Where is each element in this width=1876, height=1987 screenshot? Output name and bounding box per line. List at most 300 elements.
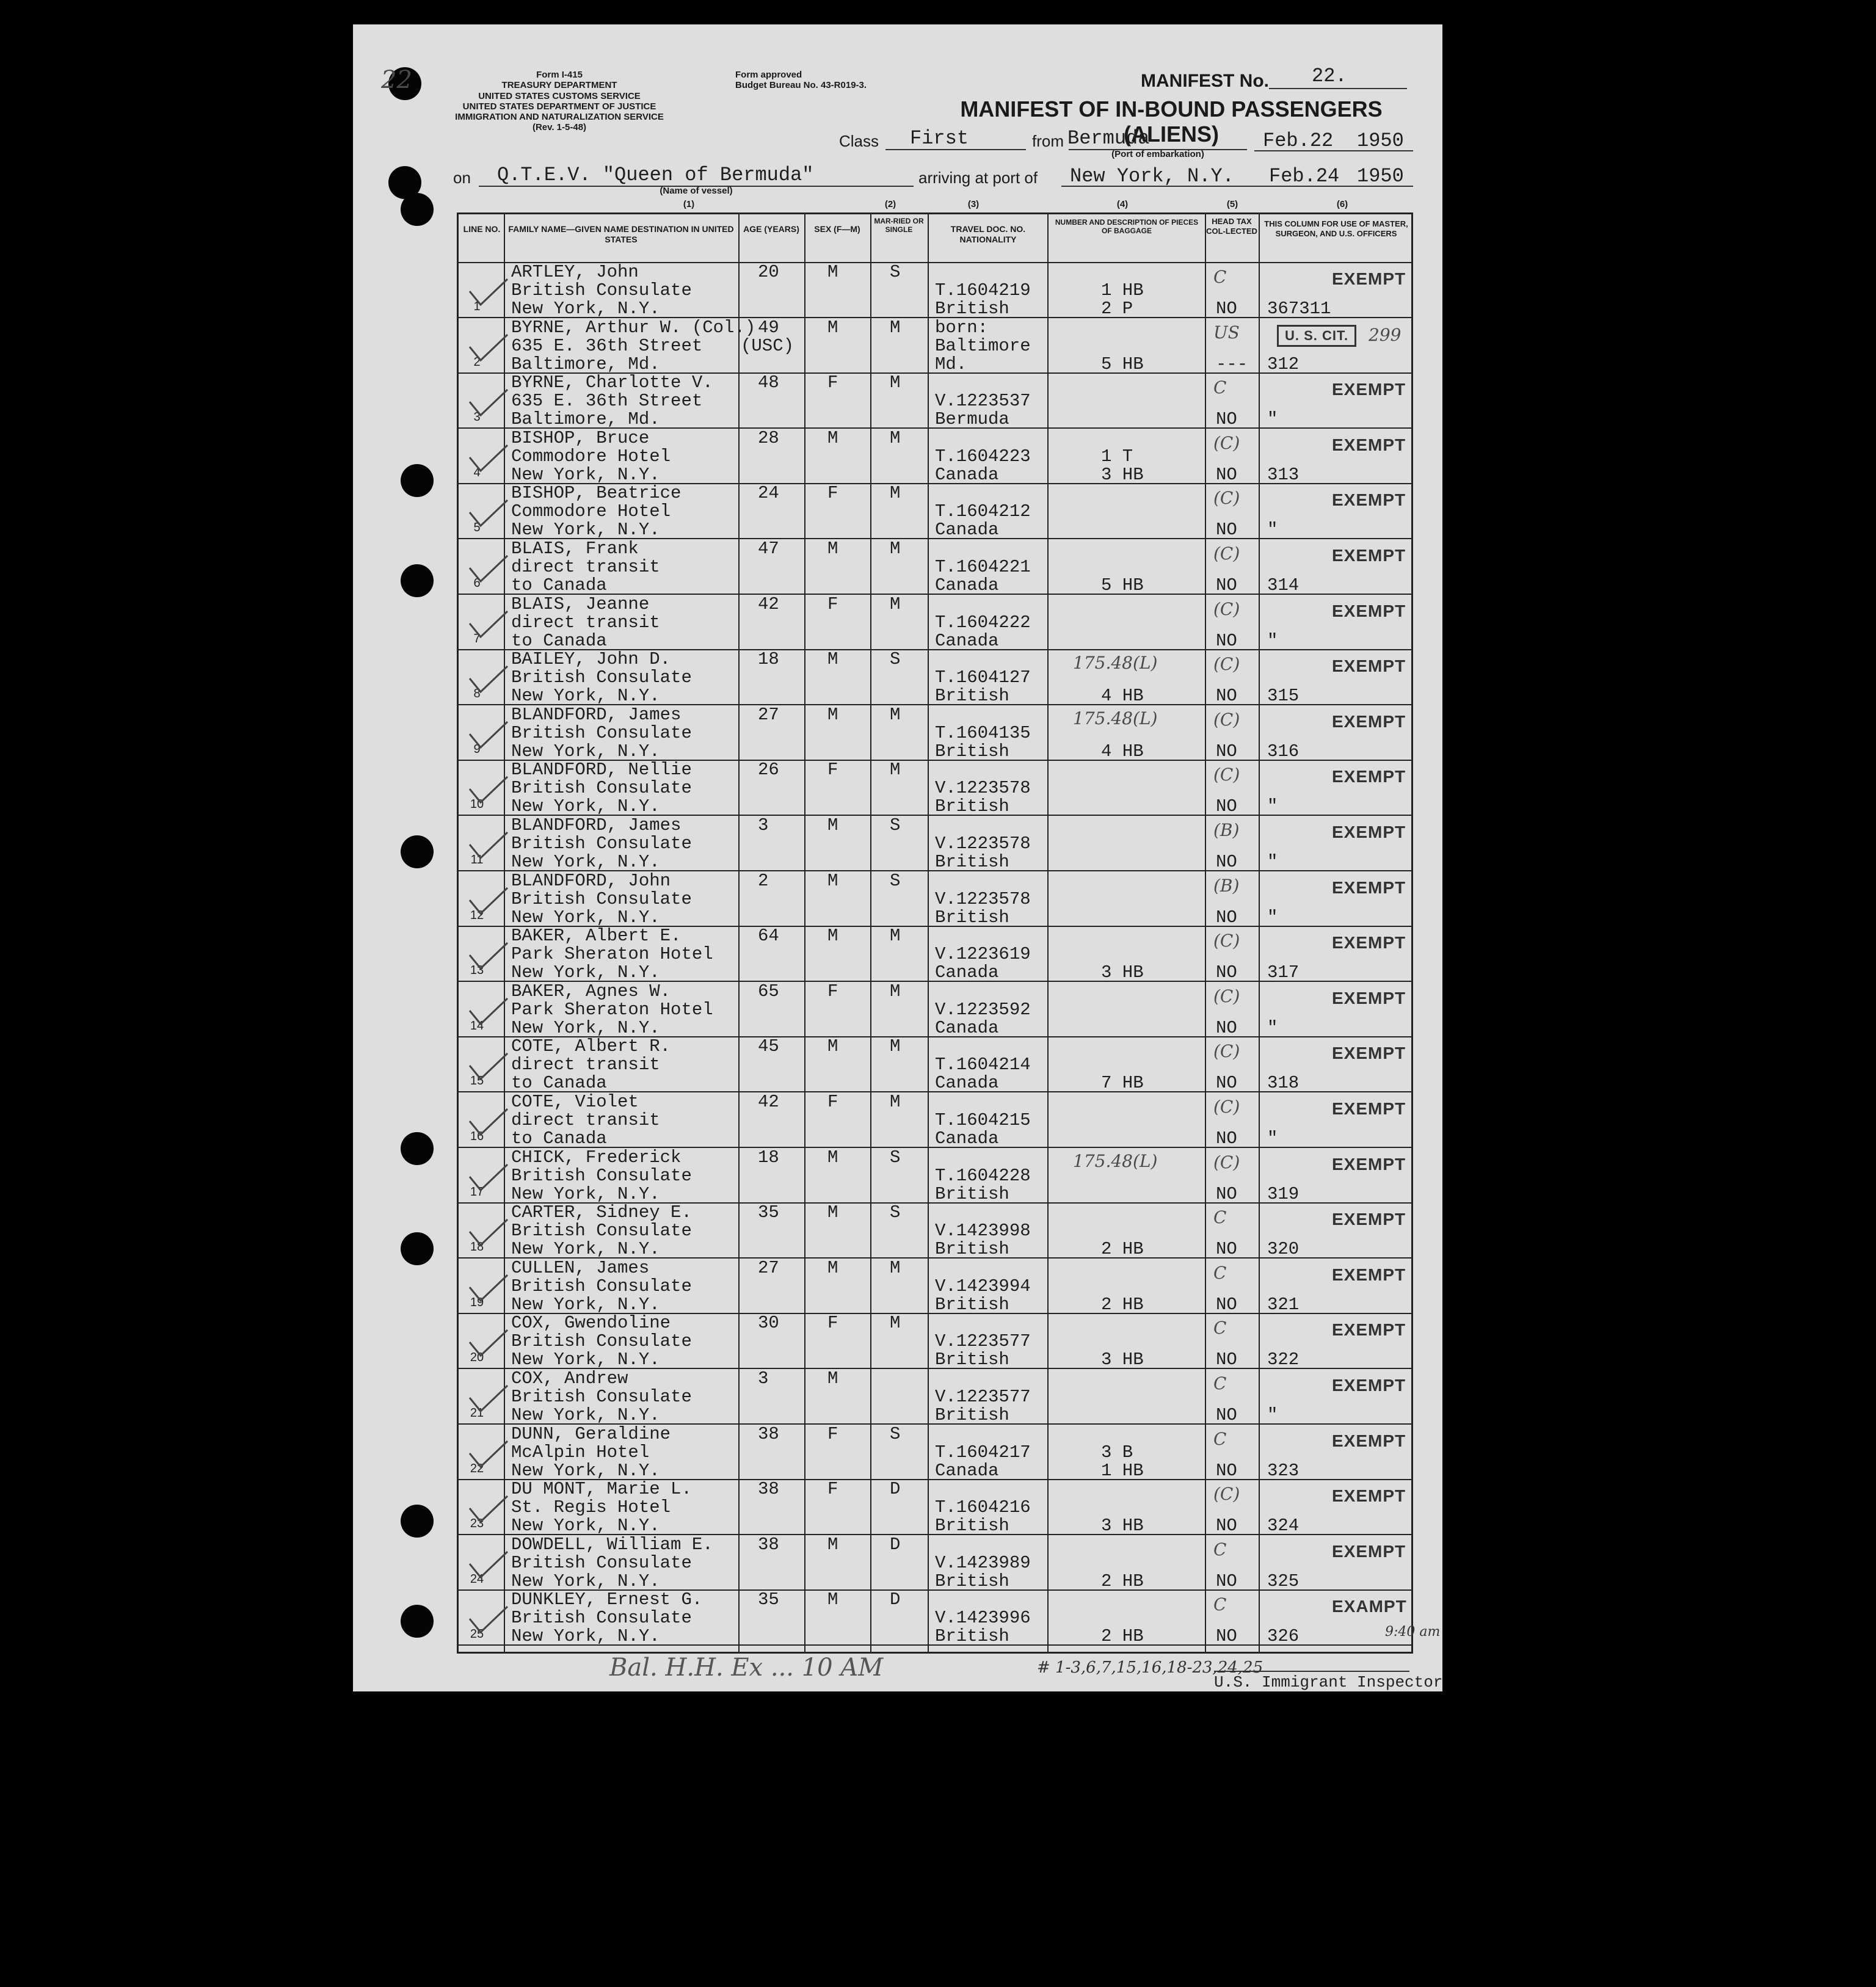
passenger-name: BLANDFORD, James [511, 815, 682, 835]
check-mark-icon [467, 1108, 510, 1138]
extra-number: 299 [1369, 324, 1402, 345]
col-num-4: (4) [1116, 199, 1129, 209]
punch-hole [401, 564, 434, 597]
age: 45 [758, 1036, 779, 1057]
age: 3 [758, 815, 769, 835]
head-tax-mark: C [1213, 1373, 1227, 1393]
sex: M [827, 1036, 838, 1057]
destination-line-1: direct transit [511, 1055, 660, 1075]
marital-status: M [890, 372, 901, 393]
head-tax-mark: (C) [1213, 543, 1240, 564]
age: 24 [758, 483, 779, 504]
treasury-dept: TREASURY DEPARTMENT [501, 80, 617, 91]
passenger-name: BLAIS, Jeanne [511, 594, 650, 614]
head-tax: NO [1216, 1294, 1237, 1315]
nationality: British [935, 1405, 1009, 1425]
head-tax: NO [1216, 796, 1237, 817]
line-number: 1 [473, 300, 481, 313]
line-number: 16 [470, 1130, 484, 1143]
officer-number: " [1267, 630, 1278, 651]
officer-number: 324 [1267, 1516, 1300, 1536]
marital-status: M [890, 1313, 901, 1334]
destination-line-2: New York, N.Y. [511, 520, 660, 540]
head-tax: NO [1216, 962, 1237, 983]
travel-doc-2: Baltimore [935, 335, 1031, 356]
arrival-port: New York, N.Y. [1070, 165, 1234, 187]
passenger-name: DUNN, Geraldine [511, 1423, 671, 1444]
destination-line-1: British Consulate [511, 1276, 692, 1296]
marital-status: D [890, 1479, 901, 1500]
officer-number: 322 [1267, 1349, 1300, 1370]
check-mark-icon [467, 665, 510, 696]
head-tax: NO [1216, 1626, 1237, 1647]
check-mark-icon [467, 721, 510, 751]
passenger-name: COTE, Violet [511, 1092, 639, 1112]
officer-number: " [1267, 852, 1278, 872]
exempt-stamp: EXEMPT [1332, 823, 1406, 841]
arriving-label: arriving at port of [918, 169, 1038, 187]
officer-number: " [1267, 520, 1278, 540]
officer-number: " [1267, 409, 1278, 430]
punch-hole [401, 464, 434, 497]
nationality: British [935, 741, 1009, 761]
baggage-2: 3 HB [1101, 962, 1144, 983]
destination-line-1: British Consulate [511, 280, 692, 300]
nationality: British [935, 1516, 1009, 1536]
head-tax-mark: C [1213, 1594, 1227, 1615]
age: 18 [758, 1147, 779, 1168]
exempt-stamp: EXEMPT [1332, 1044, 1406, 1063]
exempt-stamp: EXEMPT [1332, 380, 1406, 399]
check-mark-icon [467, 499, 510, 529]
officer-number: 316 [1267, 741, 1300, 761]
passenger-table [457, 213, 1413, 1654]
form-number: Form I-415 [536, 70, 583, 80]
nationality: Canada [935, 1128, 999, 1149]
head-tax-mark: (B) [1213, 820, 1240, 840]
table-row [459, 1149, 1411, 1204]
marital-status: M [890, 317, 901, 338]
table-row [459, 374, 1411, 429]
footer-handwriting: Bal. H.H. Ex ... 10 AM [609, 1654, 884, 1682]
age: 26 [758, 760, 779, 780]
head-tax-mark: (C) [1213, 488, 1240, 509]
travel-doc: T.1604223 [935, 446, 1031, 467]
line-number: 11 [470, 853, 484, 866]
table-row [459, 1480, 1411, 1535]
travel-doc: V.1423989 [935, 1552, 1031, 1573]
officer-number: 319 [1267, 1183, 1300, 1204]
destination-line-2: New York, N.Y. [511, 1183, 660, 1204]
destination-line-2: New York, N.Y. [511, 852, 660, 872]
age: 20 [758, 262, 779, 282]
age: 42 [758, 594, 779, 614]
form-approved: Form approved [735, 70, 802, 80]
head-tax: NO [1216, 1460, 1237, 1481]
officer-number: " [1267, 1128, 1278, 1149]
travel-doc: V.1223619 [935, 944, 1031, 965]
passenger-name: DU MONT, Marie L. [511, 1479, 692, 1500]
head-tax: NO [1216, 1516, 1237, 1536]
nationality: Canada [935, 1017, 999, 1038]
passenger-name: BAILEY, John D. [511, 649, 671, 670]
from-value: Bermuda [1067, 127, 1150, 150]
sex: F [827, 1423, 838, 1444]
table-row [459, 1259, 1411, 1314]
travel-doc: T.1604215 [935, 1110, 1031, 1130]
head-tax-mark: C [1213, 1539, 1227, 1560]
table-row [459, 595, 1411, 650]
sex: F [827, 981, 838, 1001]
line-number: 4 [473, 465, 481, 479]
destination-line-1: McAlpin Hotel [511, 1442, 650, 1462]
exempt-stamp: EXEMPT [1332, 988, 1406, 1008]
destination-line-1: British Consulate [511, 888, 692, 909]
destination-line-2: to Canada [511, 630, 607, 651]
budget-bureau: Budget Bureau No. 43-R019-3. [735, 80, 867, 91]
nationality: Canada [935, 464, 999, 485]
head-tax: NO [1216, 1073, 1237, 1094]
check-mark-icon [467, 554, 510, 585]
head-tax-mark: (C) [1213, 1097, 1240, 1117]
head-tax-mark: (C) [1213, 1152, 1240, 1172]
header-travel-doc: TRAVEL DOC. NO. NATIONALITY [950, 224, 1026, 244]
baggage-2: 1 HB [1101, 1460, 1144, 1481]
ins-service: IMMIGRATION AND NATURALIZATION SERVICE [455, 112, 664, 122]
sex: F [827, 483, 838, 504]
destination-line-2: New York, N.Y. [511, 464, 660, 485]
header-baggage: NUMBER AND DESCRIPTION OF PIECES OF BAGGAGE [1055, 218, 1199, 236]
sex: M [827, 1147, 838, 1168]
exempt-stamp: U. S. CIT. [1277, 325, 1356, 347]
baggage-2: 5 HB [1101, 354, 1144, 374]
check-mark-icon [467, 776, 510, 806]
line-number: 6 [473, 576, 481, 590]
age: 28 [758, 427, 779, 448]
justice-dept: UNITED STATES DEPARTMENT OF JUSTICE [462, 101, 656, 112]
age: 2 [758, 870, 769, 891]
destination-line-1: British Consulate [511, 1165, 692, 1186]
table-row [459, 540, 1411, 595]
travel-doc: T.1604216 [935, 1497, 1031, 1518]
line-number: 24 [470, 1572, 484, 1586]
head-tax-mark: (C) [1213, 765, 1240, 785]
destination-line-2: New York, N.Y. [511, 1626, 660, 1647]
nationality: British [935, 852, 1009, 872]
head-tax-mark: (C) [1213, 598, 1240, 619]
punch-hole [401, 193, 434, 226]
destination-line-1: Park Sheraton Hotel [511, 944, 713, 965]
nationality: British [935, 907, 1009, 928]
destination-line-2: New York, N.Y. [511, 1017, 660, 1038]
head-tax: NO [1216, 409, 1237, 430]
date-line [1254, 150, 1413, 151]
officer-number: " [1267, 1405, 1278, 1425]
destination-line-2: New York, N.Y. [511, 299, 660, 319]
destination-line-2: New York, N.Y. [511, 1571, 660, 1591]
marital-status: M [890, 1036, 901, 1057]
sex: M [827, 870, 838, 891]
travel-doc: V.1223577 [935, 1387, 1031, 1407]
nationality: British [935, 1183, 1009, 1204]
head-tax: NO [1216, 1571, 1237, 1591]
manifest-no: 22. [1312, 65, 1347, 87]
passenger-name: BLAIS, Frank [511, 539, 639, 559]
head-tax-mark: (C) [1213, 654, 1240, 675]
check-mark-icon [467, 444, 510, 474]
header-line-no: LINE NO. [463, 224, 501, 234]
header-married: MAR-RIED OR SINGLE [874, 217, 924, 234]
customs-service: UNITED STATES CUSTOMS SERVICE [478, 90, 641, 101]
baggage-1: 1 HB [1101, 280, 1144, 300]
arrival-year: 1950 [1357, 165, 1404, 187]
marital-status: M [890, 594, 901, 614]
marital-status: D [890, 1589, 901, 1610]
exempt-stamp: EXEMPT [1332, 1099, 1406, 1118]
head-tax: NO [1216, 1405, 1237, 1425]
line-number: 17 [470, 1185, 484, 1199]
sex: M [827, 262, 838, 282]
destination-line-2: New York, N.Y. [511, 962, 660, 983]
age: 49 [758, 317, 779, 338]
table-row [459, 1037, 1411, 1092]
marital-status: S [890, 1147, 901, 1168]
arrival-date: Feb.24 [1269, 165, 1340, 187]
revision-date: (Rev. 1-5-48) [532, 122, 587, 133]
destination-line-1: 635 E. 36th Street [511, 335, 703, 356]
nationality: Canada [935, 630, 999, 651]
destination-line-2: New York, N.Y. [511, 686, 660, 707]
passenger-name: ARTLEY, John [511, 262, 639, 282]
baggage-2: 7 HB [1101, 1073, 1144, 1094]
class-value: First [910, 127, 969, 150]
officer-number: 318 [1267, 1073, 1300, 1094]
head-tax-mark: C [1213, 1207, 1227, 1228]
head-tax: NO [1216, 299, 1237, 319]
baggage-2: 3 HB [1101, 464, 1144, 485]
marital-status: M [890, 1257, 901, 1278]
head-tax: NO [1216, 686, 1237, 707]
passenger-name: BLANDFORD, John [511, 870, 671, 891]
marital-status: S [890, 262, 901, 282]
table-row [459, 1425, 1411, 1480]
class-label: Class [839, 132, 879, 150]
manifest-title: MANIFEST OF IN-BOUND PASSENGERS (ALIENS) [960, 96, 1383, 147]
age: 3 [758, 1368, 769, 1389]
marital-status: M [890, 704, 901, 725]
table-row [459, 983, 1411, 1037]
depart-date: Feb.22 [1263, 129, 1334, 152]
baggage-2: 2 HB [1101, 1239, 1144, 1260]
head-tax-mark: (C) [1213, 709, 1240, 730]
marital-status: S [890, 815, 901, 835]
officer-number: 313 [1267, 464, 1300, 485]
destination-line-1: British Consulate [511, 1221, 692, 1241]
check-mark-icon [467, 1329, 510, 1359]
sex: F [827, 1092, 838, 1112]
manifest-no-label: MANIFEST No. [1141, 71, 1269, 91]
exempt-stamp: EXEMPT [1332, 269, 1406, 288]
destination-line-1: Commodore Hotel [511, 501, 671, 522]
destination-line-2: New York, N.Y. [511, 1405, 660, 1425]
sex: M [827, 1534, 838, 1555]
destination-line-2: New York, N.Y. [511, 1294, 660, 1315]
baggage-2: 2 HB [1101, 1294, 1144, 1315]
destination-line-1: Park Sheraton Hotel [511, 999, 713, 1020]
age: 38 [758, 1534, 779, 1555]
check-mark-icon [467, 1440, 510, 1470]
exempt-stamp: EXEMPT [1332, 1320, 1406, 1340]
head-tax-mark: C [1213, 1428, 1227, 1449]
punch-hole [401, 835, 434, 868]
travel-doc: T.1604212 [935, 501, 1031, 522]
nationality: British [935, 1294, 1009, 1315]
sex: F [827, 1313, 838, 1334]
head-tax-mark: C [1213, 377, 1227, 398]
baggage-2: 2 P [1101, 299, 1133, 319]
marital-status: M [890, 539, 901, 559]
port-note: (Port of embarkation) [1111, 149, 1204, 159]
line-number: 13 [470, 964, 484, 978]
baggage-2: 2 HB [1101, 1626, 1144, 1647]
age: 42 [758, 1092, 779, 1112]
officer-number: 315 [1267, 686, 1300, 707]
line-number: 2 [473, 355, 481, 369]
check-mark-icon [467, 1218, 510, 1249]
baggage-1: 3 B [1101, 1442, 1133, 1462]
head-tax-mark: (C) [1213, 986, 1240, 1006]
from-label: from [1032, 132, 1064, 150]
destination-line-1: British Consulate [511, 1608, 692, 1629]
passenger-name: COX, Andrew [511, 1368, 628, 1389]
head-tax: NO [1216, 1183, 1237, 1204]
table-row [459, 1204, 1411, 1259]
line-number: 7 [473, 631, 481, 645]
head-tax: NO [1216, 907, 1237, 928]
travel-doc: T.1604228 [935, 1165, 1031, 1186]
destination-line-1: direct transit [511, 1110, 660, 1130]
age: 38 [758, 1423, 779, 1444]
travel-doc: V.1423998 [935, 1221, 1031, 1241]
baggage-1: 175.48(L) [1073, 1150, 1158, 1171]
destination-line-2: Baltimore, Md. [511, 409, 660, 430]
check-mark-icon [467, 1495, 510, 1525]
destination-line-2: Baltimore, Md. [511, 354, 660, 374]
nationality: British [935, 1349, 1009, 1370]
officer-number: 367311 [1267, 299, 1331, 319]
baggage-2: 4 HB [1101, 686, 1144, 707]
destination-line-2: New York, N.Y. [511, 1516, 660, 1536]
baggage-2: 3 HB [1101, 1349, 1144, 1370]
check-mark-icon [467, 1605, 510, 1636]
check-mark-icon [467, 942, 510, 972]
baggage-1: 175.48(L) [1073, 708, 1158, 728]
marital-status: S [890, 870, 901, 891]
age: 27 [758, 1257, 779, 1278]
passenger-name: BLANDFORD, Nellie [511, 760, 692, 780]
destination-line-1: direct transit [511, 557, 660, 577]
nationality: Canada [935, 520, 999, 540]
check-mark-icon [467, 1163, 510, 1194]
check-mark-icon [467, 1550, 510, 1581]
age-note: (USC) [741, 335, 794, 356]
destination-line-1: direct transit [511, 612, 660, 633]
head-tax: NO [1216, 464, 1237, 485]
line-number: 5 [473, 521, 481, 535]
table-row [459, 263, 1411, 318]
footer-time: 9:40 am [1385, 1624, 1441, 1640]
head-tax: NO [1216, 630, 1237, 651]
destination-line-1: St. Regis Hotel [511, 1497, 671, 1518]
head-tax-mark: (C) [1213, 931, 1240, 951]
nationality: British [935, 1626, 1009, 1647]
table-row [459, 1591, 1411, 1646]
travel-doc: V.1223578 [935, 834, 1031, 854]
passenger-name: BISHOP, Bruce [511, 427, 650, 448]
head-tax-mark: C [1213, 1262, 1227, 1283]
exempt-stamp: EXEMPT [1332, 546, 1406, 565]
age: 18 [758, 649, 779, 670]
marital-status: M [890, 483, 901, 504]
officer-number: 317 [1267, 962, 1300, 983]
line-number: 18 [470, 1240, 484, 1254]
table-row [459, 927, 1411, 982]
sex: F [827, 760, 838, 780]
marital-status: M [890, 1092, 901, 1112]
officer-number: 320 [1267, 1239, 1300, 1260]
check-mark-icon [467, 278, 510, 308]
officer-number: 314 [1267, 575, 1300, 595]
nationality: British [935, 299, 1009, 319]
travel-doc: T.1604127 [935, 667, 1031, 688]
destination-line-1: 635 E. 36th Street [511, 391, 703, 412]
age: 47 [758, 539, 779, 559]
exempt-stamp: EXEMPT [1332, 1265, 1406, 1284]
officer-number: 312 [1267, 354, 1300, 374]
officer-number: " [1267, 1017, 1278, 1038]
sex: M [827, 649, 838, 670]
exempt-stamp: EXEMPT [1332, 656, 1406, 676]
head-tax-mark: (B) [1213, 875, 1240, 896]
head-tax: --- [1216, 354, 1248, 374]
age: 38 [758, 1479, 779, 1500]
table-row [459, 650, 1411, 705]
destination-line-2: New York, N.Y. [511, 1460, 660, 1481]
head-tax: NO [1216, 575, 1237, 595]
destination-line-1: British Consulate [511, 1387, 692, 1407]
line-number: 20 [470, 1351, 484, 1365]
destination-line-2: to Canada [511, 1073, 607, 1094]
nationality: Canada [935, 962, 999, 983]
marital-status: M [890, 427, 901, 448]
head-tax-mark: C [1213, 1318, 1227, 1339]
form-agency-block [443, 70, 675, 133]
marital-status: M [890, 760, 901, 780]
passenger-name: COX, Gwendoline [511, 1313, 671, 1334]
destination-line-2: New York, N.Y. [511, 907, 660, 928]
officer-number: 321 [1267, 1294, 1300, 1315]
col-num-2: (2) [884, 199, 896, 209]
on-label: on [453, 169, 471, 187]
table-row [459, 1370, 1411, 1425]
inspector-label: U.S. Immigrant Inspector [1214, 1673, 1443, 1691]
exempt-stamp: EXEMPT [1332, 1486, 1406, 1506]
exempt-stamp: EXAMPT [1332, 1597, 1407, 1616]
head-tax: NO [1216, 741, 1237, 761]
row-divider [459, 1644, 1411, 1646]
destination-line-2: New York, N.Y. [511, 796, 660, 817]
destination-line-2: to Canada [511, 575, 607, 595]
